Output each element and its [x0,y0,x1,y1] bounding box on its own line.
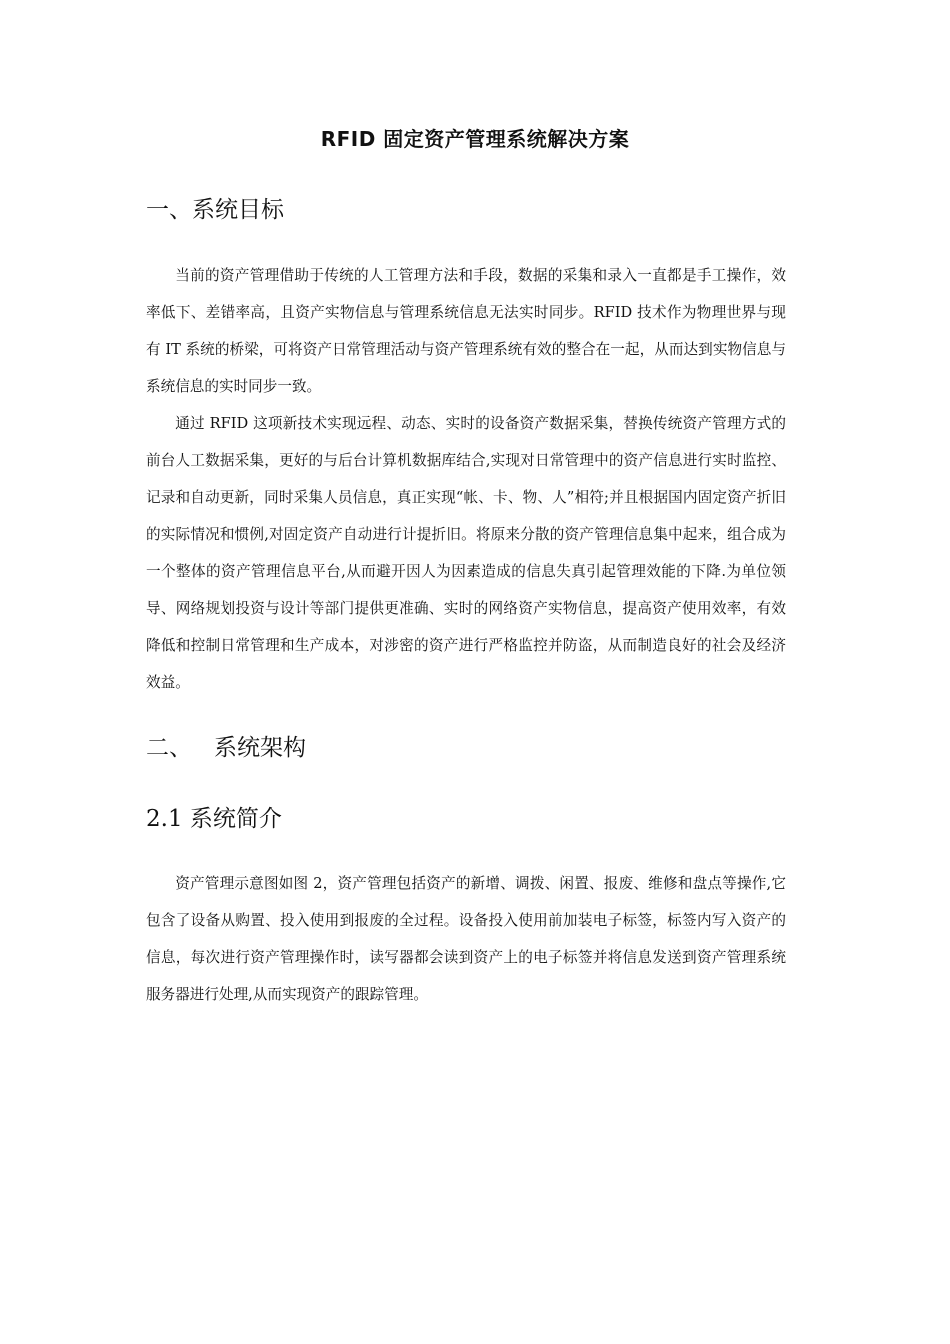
subsection-heading-intro: 2.1 系统简介 [146,806,282,832]
paragraph: 当前的资产管理借助于传统的人工管理方法和手段，数据的采集和录入一直都是手工操作，效率低下、差错率高，且资产实物信息与管理系统信息无法实时同步。RFID 技术作为物理世界与现有 IT 系统的桥梁，可将资产日常管理活动与资产管理系统有效的整合在一起，从而达到实物信息与系统信息的实时同步一致。 [146,267,786,395]
section-heading-architecture [146,732,306,764]
paragraph: 资产管理示意图如图 2，资产管理包括资产的新增、调拨、闲置、报废、维修和盘点等操作,它包含了设备从购置、投入使用到报废的全过程。设备投入使用前加装电子标签，标签内写入资产的信息，每次进行资产管理操作时，读写器都会读到资产上的电子标签并将信息发送到资产管理系统服务器进行处理,从而实现资产的跟踪管理。 [146,875,786,1003]
section-heading-text: 系统架构 [214,735,306,761]
document-title: RFID 固定资产管理系统解决方案 [320,127,630,151]
section-heading-goals: 一、系统目标 [146,197,284,223]
paragraph: 通过 RFID 这项新技术实现远程、动态、实时的设备资产数据采集，替换传统资产管理方式的前台人工数据采集，更好的与后台计算机数据库结合,实现对日常管理中的资产信息进行实时监控、记录和自动更新，同时采集人员信息，真正实现“帐、卡、物、人”相符;并且根据国内固定资产折旧的实际情况和惯例,对固定资产自动进行计提折旧。将原来分散的资产管理信息集中起来，组合成为一个整体的资产管理信息平台,从而避开因人为因素造成的信息失真引起管理效能的下降.为单位领导、网络规划投资与设计等部门提供更准确、实时的网络资产实物信息，提高资产使用效率，有效降低和控制日常管理和生产成本，对涉密的资产进行严格监控并防盗，从而制造良好的社会及经济效益。 [146,415,786,691]
section-body-goals [146,257,786,701]
section-body-intro [146,865,786,1013]
section-heading-number: 二、 [146,735,192,761]
